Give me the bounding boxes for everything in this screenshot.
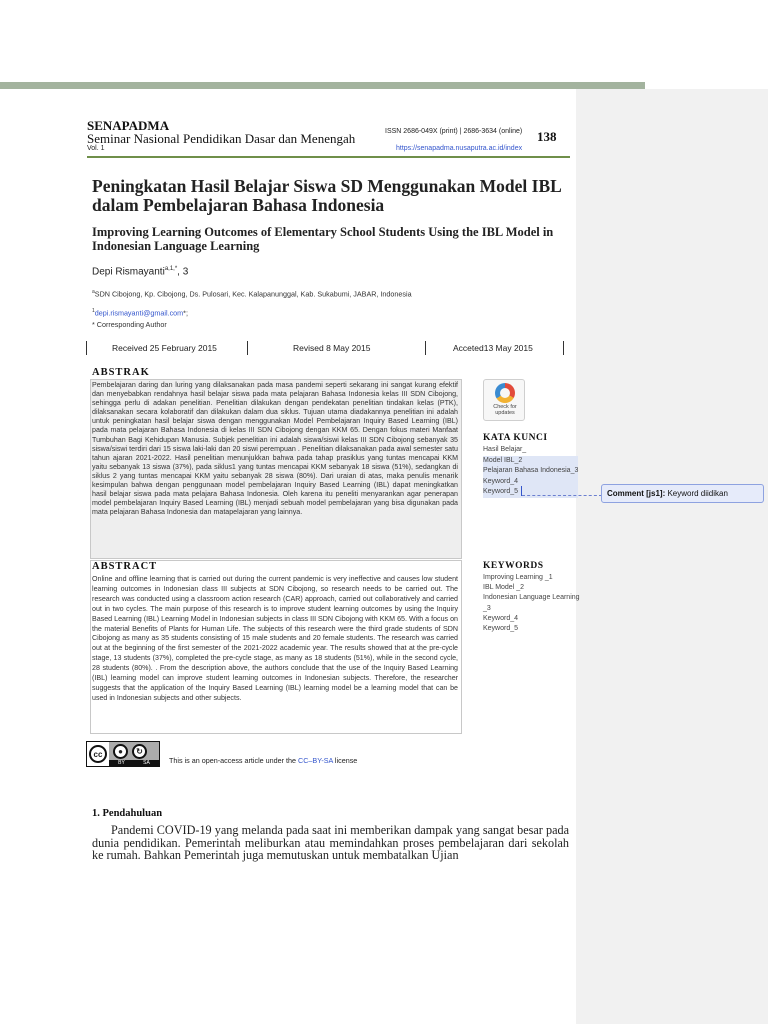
check-updates-label: Check for updates <box>493 404 517 416</box>
introduction-paragraph: Pandemi COVID-19 yang melanda pada saat ini memberikan dampak yang sangat besar pada dunia pendidikan. Pemerintah meliburkan atau memindahkan proses pembelajaran dari sekolah ke rumah. Bahkan Pemerintah juga memutuskan untuk membatalkan Ujian <box>92 823 569 863</box>
dates-divider <box>247 341 248 355</box>
list-item: Keyword_5 <box>483 625 519 633</box>
corresponding-author-note: * Corresponding Author <box>92 320 167 329</box>
comment-connector <box>522 495 602 496</box>
by-person-icon: ● <box>113 744 128 759</box>
abstrak-text: Pembelajaran daring dan luring yang dilaksanakan pada masa pandemi seperti sekarang ini sangat kurang efektif dan menyebabkan rendahnya hasil belajar siswa pada mata pelajaran Bahasa Indonesia kelas III SDN Cibojong, sehingga perlu di adakan penelitian. Penelitian dilakukan dengan pendekatan penelitian tindakan kelas (PTK), dilaksanakan secara kolaboratif dan dilakukan dalam dua siklus. Tujuan utama diadakannya penelitian ini adalah untuk peningkatan hasil belajar siswa dengan menggunakan Model Pembelajaran Inquiry Based Learning (IBL) pada mata pelajaran Bahasa Indonesia di kelas III SDN Cibojong dengan KKM 65. Dengan fokus materi Manfaat Tumbuhan Bagi Kehidupan Manusia. Subjek penelitian ini adalah siswa/siswi kelas III SDN Cibojong sebanyak 35 siswa/siswi terdiri dari 15 siswa laki-laki dan 20 siswi perempuan . Penelitian dilaksanakan pada awal semester satu tahun ajaran 2021-2022. Hasil penelitian menunjukkan bahwa pada tahap prasiklus yang tuntas mencapai KKM yaitu sebanyak 13 siswa (37%), pada siklus1 yang tuntas mencapai KKM sebanyak 18 siswa (51%), sedangkan di siklus 2 yang tuntas mencapai KKM yaitu sebanyak 28 siswa (80%). Dari uraian di atas, maka penulis menarik kesimpulan bahwa dengan penggunaan model pembelajaran Inquiry Based Learning (IBL) dapat meningkatkan hasil belajar siswa pada mata pelajara Bahasa Indonesia. Oleh karena itu peneliti menyarankan agar penerapan model pembelajaran Inquiry Based Learning (IBL) menjadi sebuah model pembelajaran yang bisa digunakan pada mata pelajaran Bahasa Indonesia dan matapelajaran yang lainnya. <box>92 381 458 517</box>
author-affiliation <box>92 289 412 298</box>
affiliation-superscript: a <box>92 289 95 295</box>
check-for-updates-badge[interactable] <box>483 379 525 421</box>
list-item: Pelajaran Bahasa Indonesia_3 <box>483 466 578 477</box>
list-item: Keyword_4 <box>483 614 519 622</box>
dates-divider <box>425 341 426 355</box>
top-accent-bar <box>0 82 645 89</box>
header-divider <box>87 156 570 158</box>
list-item: IBL Model _2 <box>483 584 524 592</box>
email-suffix: *; <box>183 308 188 318</box>
author-name: Depi Rismayanti <box>92 266 165 278</box>
kata-kunci-list <box>483 445 578 498</box>
cc-license-badge[interactable] <box>86 741 160 767</box>
comment-text: Keyword diidikan <box>665 489 728 498</box>
review-comment-balloon[interactable] <box>601 484 764 503</box>
cc-logo <box>87 742 109 766</box>
cc-sa-label: SA <box>143 760 150 766</box>
journal-issn: ISSN 2686-049X (print) | 2686-3634 (online) <box>385 128 523 135</box>
list-item: _3 <box>483 604 491 612</box>
article-title-english: Improving Learning Outcomes of Elementary School Students Using the IBL Model in Indonesian Language Learning <box>92 225 554 253</box>
cc-by-label: BY <box>118 760 125 766</box>
keywords-list <box>483 573 580 634</box>
journal-volume: Vol. 1 <box>87 145 105 152</box>
author-superscript-extra: , 3 <box>177 266 189 278</box>
section-heading-introduction: 1. Pendahuluan <box>92 808 163 819</box>
email-link[interactable]: depi.rismayanti@gmail.com <box>94 308 184 318</box>
cc-icon: cc <box>89 745 107 763</box>
abstrak-heading: ABSTRAK <box>92 367 150 378</box>
check-updates-icon <box>495 383 515 403</box>
journal-subtitle: Seminar Nasional Pendidikan Dasar dan Menengah <box>87 131 356 146</box>
page-number: 138 <box>537 129 557 144</box>
keywords-heading: KEYWORDS <box>483 561 544 571</box>
list-item: Keyword_5 <box>483 487 578 498</box>
comment-author: Comment [js1]: <box>607 489 666 498</box>
comment-margin-pane <box>576 89 768 1024</box>
author-superscript: a,1,* <box>164 266 178 272</box>
revised-date: Revised 8 May 2015 <box>293 343 371 353</box>
cc-attribution-icons <box>113 744 147 759</box>
affiliation-text: SDN Cibojong, Kp. Cibojong, Ds. Pulosari, Kec. Kalapanunggal, Kab. Sukabumi, JABAR, Indonesia <box>94 289 412 299</box>
journal-url-link[interactable]: https://senapadma.nusaputra.ac.id/index <box>396 145 523 152</box>
article-title-indonesian: Peningkatan Hasil Belajar Siswa SD Menggunakan Model IBL dalam Pembelajaran Bahasa Indonesia <box>92 176 561 215</box>
share-alike-icon: ↻ <box>132 744 147 759</box>
license-prefix: This is an open-access article under the <box>169 756 299 765</box>
article-dates-row <box>86 341 564 355</box>
license-statement <box>169 756 357 765</box>
author-line <box>92 266 188 277</box>
email-superscript: 1 <box>92 308 95 314</box>
list-item: Indonesian Language Learning <box>483 594 580 602</box>
cc-badge-strip <box>109 760 159 766</box>
received-date: Received 25 February 2015 <box>112 343 217 353</box>
kata-kunci-heading: KATA KUNCI <box>483 433 548 443</box>
license-suffix: license <box>332 756 358 765</box>
accepted-date: Acceted13 May 2015 <box>453 343 533 353</box>
journal-title: SENAPADMA <box>87 118 170 133</box>
list-item: Improving Learning _1 <box>483 574 553 581</box>
list-item: Hasil Belajar_ <box>483 446 527 453</box>
list-item: Model IBL_2 <box>483 456 578 467</box>
abstract-heading: ABSTRACT <box>92 561 158 572</box>
list-item: Keyword_4 <box>483 477 578 488</box>
license-link[interactable]: CC–BY-SA <box>298 756 333 765</box>
author-email <box>92 308 188 317</box>
abstract-text: Online and offline learning that is carried out during the current pandemic is very ineffective and causes low student learning outcomes in Indonesian class III subjects at SDN Cibojong, so research needs to be carried out. The research was conducted using a classroom action research (CAR) approach, carried out collaboratively and carried out in two cycles. The main purpose of this research is to improve student learning outcomes by using the Inquiry Based Learning (IBL) Learning Model in Indonesian subjects in class III SDN Cibojong with KKM 65. With a focus on the material Benefits of Plants for Human Life. The subjects of this research were the third grade students of SDN Cibojong as many as 35 students consisting of 15 male students and 20 female students. The research was carried out at the beginning of the first semester of the 2021-2022 academic year. The results showed that at the pre-cycle stage, 13 students (37%), completed the pre-cycle stage, as many as 18 students (51%), while in the second cycle, 28 students (80%). . From the description above, the authors conclude that the use of the Inquiry Based Learning (IBL) learning model can improve student learning outcomes in Indonesian subjects. Therefore, the researcher suggests that the application of the Inquiry Based Learning (IBL) learning model be a learning model that can be used in Indonesian subjects and other subjects. <box>92 575 458 702</box>
